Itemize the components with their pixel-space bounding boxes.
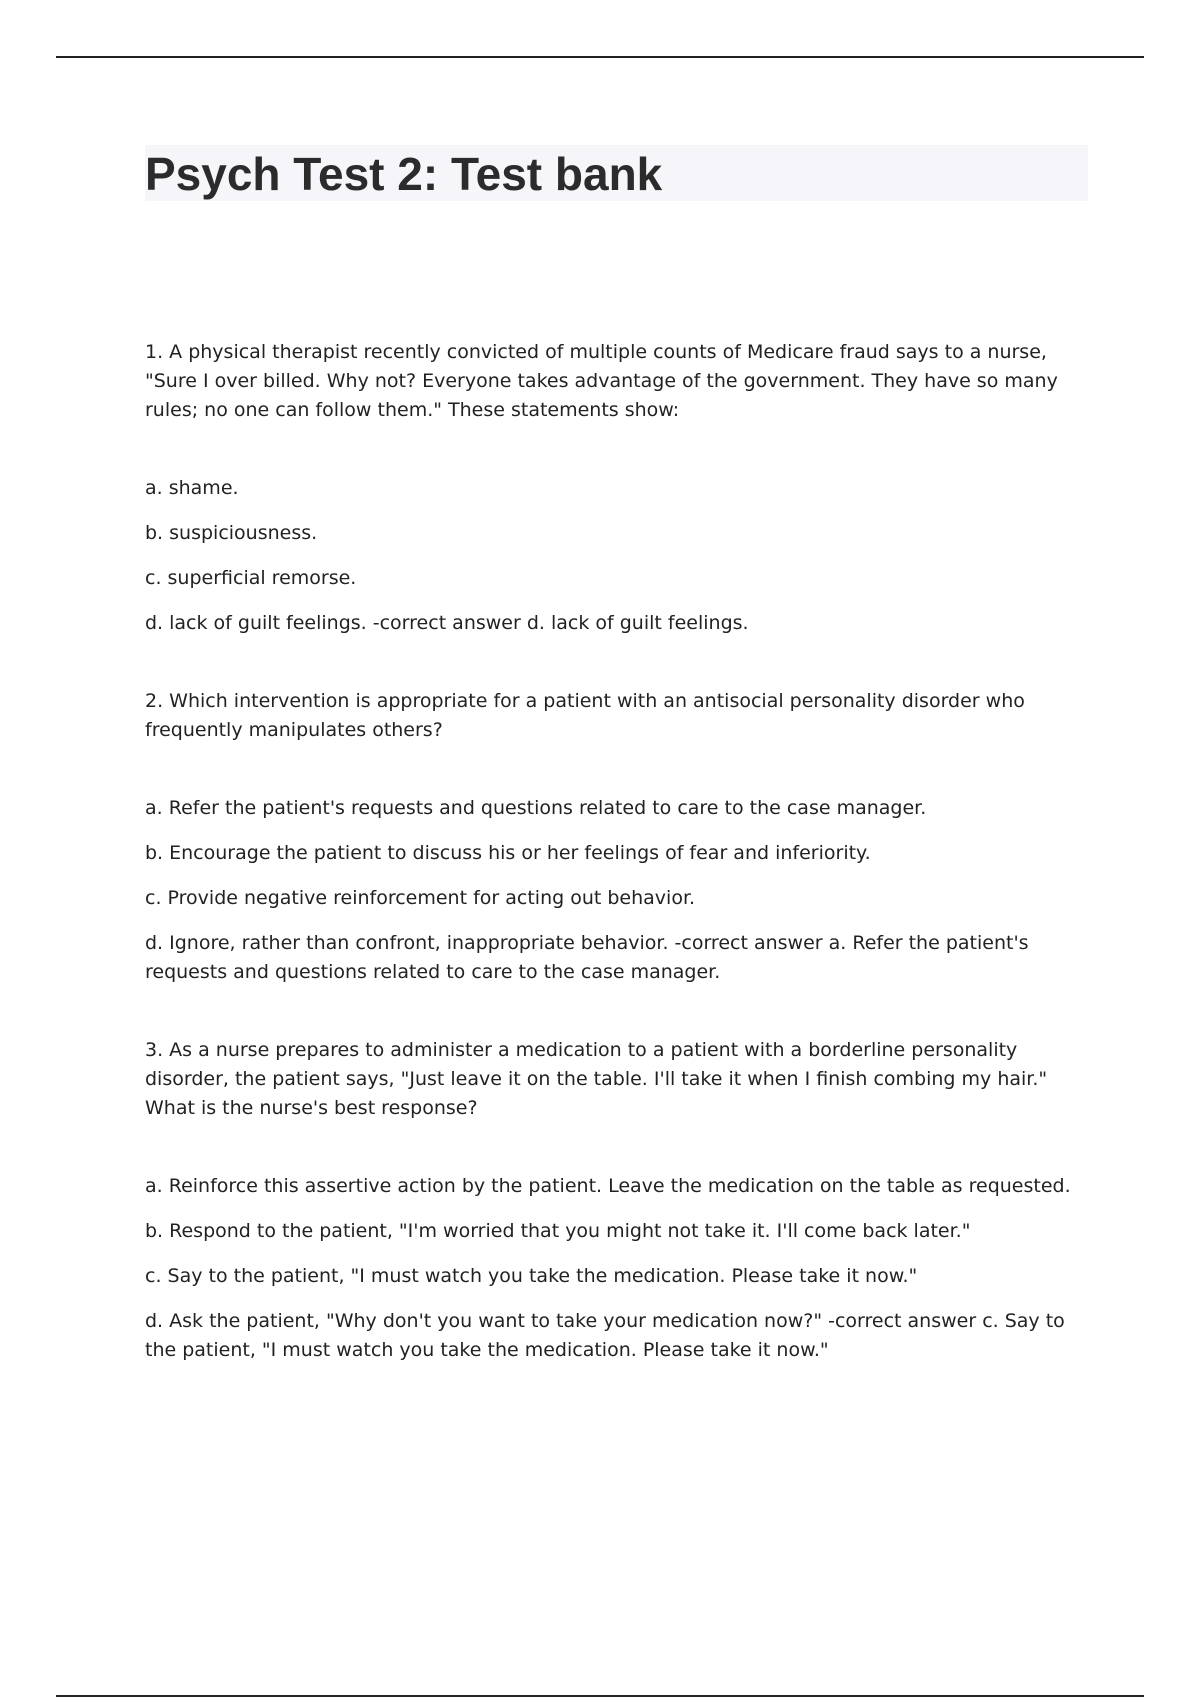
question-2-option-c: c. Provide negative reinforcement for acting out behavior. bbox=[145, 887, 696, 909]
question-1-option-b: b. suspiciousness. bbox=[145, 522, 318, 544]
page-title: Psych Test 2: Test bank bbox=[145, 148, 663, 200]
question-1-option-a: a. shame. bbox=[145, 477, 239, 499]
question-3-option-c: c. Say to the patient, "I must watch you take the medication. Please take it now." bbox=[145, 1265, 918, 1287]
question-3-option-a: a. Reinforce this assertive action by the patient. Leave the medication on the table as requested. bbox=[145, 1175, 1071, 1197]
question-3-option-b: b. Respond to the patient, "I'm worried that you might not take it. I'll come back later." bbox=[145, 1220, 971, 1242]
question-2-option-d: d. Ignore, rather than confront, inappropriate behavior. -correct answer a. Refer the patient's requests and questions related to care to the case manager. bbox=[145, 932, 1029, 983]
question-2 bbox=[145, 687, 1095, 987]
question-1 bbox=[145, 338, 1095, 638]
question-2-option-b: b. Encourage the patient to discuss his or her feelings of fear and inferiority. bbox=[145, 842, 871, 864]
question-1-option-c: c. superficial remorse. bbox=[145, 567, 357, 589]
question-2-stem: 2. Which intervention is appropriate for a patient with an antisocial personality disorder who frequently manipulates others? bbox=[145, 690, 1025, 741]
question-1-stem: 1. A physical therapist recently convicted of multiple counts of Medicare fraud says to a nurse, "Sure I over billed. Why not? Everyone takes advantage of the government. They have so many rules; no one can follow them." These statements show: bbox=[145, 341, 1058, 421]
question-1-option-d: d. lack of guilt feelings. -correct answer d. lack of guilt feelings. bbox=[145, 612, 749, 634]
bottom-rule bbox=[56, 1695, 1144, 1697]
question-2-option-a: a. Refer the patient's requests and questions related to care to the case manager. bbox=[145, 797, 927, 819]
question-3-option-d: d. Ask the patient, "Why don't you want to take your medication now?" -correct answer c. Say to the patient, "I must watch you take the medication. Please take it now." bbox=[145, 1310, 1065, 1361]
question-list bbox=[145, 338, 1095, 1381]
question-3-stem: 3. As a nurse prepares to administer a medication to a patient with a borderline personality disorder, the patient says, "Just leave it on the table. I'll take it when I finish combing my hair." What is the nurse's best response? bbox=[145, 1039, 1048, 1119]
question-3 bbox=[145, 1036, 1095, 1365]
top-rule bbox=[56, 56, 1144, 58]
